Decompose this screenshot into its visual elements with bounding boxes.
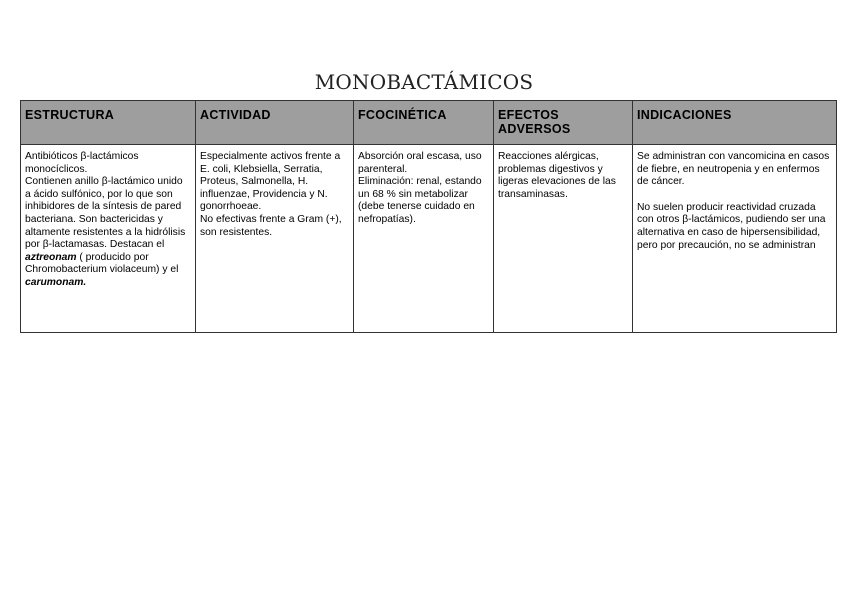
paragraph-gap: [637, 189, 832, 202]
estructura-text-block: [25, 176, 191, 289]
cell-actividad: [196, 145, 354, 333]
indicaciones-text-1: Se administran con vancomicina en casos de fiebre, en neutropenia y en enfermos de cáncer.: [637, 151, 830, 188]
cell-efectos-adversos: [494, 145, 633, 333]
table-row: [21, 145, 837, 333]
drug-aztreonam: aztreonam: [25, 251, 77, 263]
table-header-row: [21, 101, 837, 145]
fcocinetica-text-2: Eliminación: renal, estando un 68 % sin metabolizar (debe tenerse cuidado en nefropatías).: [358, 176, 482, 225]
drug-carumonam: carumonam.: [25, 276, 87, 288]
actividad-text-2: No efectivas frente a Gram (+), son resistentes.: [200, 213, 342, 238]
fcocinetica-text-1: Absorción oral escasa, uso parenteral.: [358, 151, 482, 175]
cell-estructura: [21, 145, 196, 333]
monobactam-table: [20, 100, 837, 333]
estructura-text-2: Contienen anillo β-lactámico unido a ácido sulfónico, por lo que son inhibidores de la síntesis de pared bacteriana. Son bactericidas y altamente resistentes a la hidrólisis por β-lactamasas. Destacan el: [25, 176, 186, 251]
header-fcocinetica: FCOCINÉTICA: [354, 101, 494, 145]
header-indicaciones: INDICACIONES: [633, 101, 837, 145]
estructura-text-3: ( producido por Chromobacterium violaceum) y el: [25, 251, 179, 276]
indicaciones-text-2: No suelen producir reactividad cruzada con otros β-lactámicos, pudiendo ser una alternativa en caso de hipersensibilidad, pero por precaución, no se administran: [637, 201, 826, 251]
page-title: MONOBACTÁMICOS: [314, 70, 534, 94]
cell-indicaciones: [633, 145, 837, 333]
header-estructura: ESTRUCTURA: [21, 101, 196, 145]
cell-fcocinetica: [354, 145, 494, 333]
estructura-text-1: Antibióticos β-lactámicos monocíclicos.: [25, 151, 139, 175]
header-efectos-adversos: EFECTOS ADVERSOS: [494, 101, 633, 145]
header-actividad: ACTIVIDAD: [196, 101, 354, 145]
actividad-text-1: Especialmente activos frente a E. coli, Klebsiella, Serratia, Proteus, Salmonella, H. influenzae, Providencia y N. gonorrhoeae.: [200, 151, 341, 213]
efectos-text-1: Reacciones alérgicas, problemas digestivos y ligeras elevaciones de las transaminasas.: [498, 151, 616, 200]
